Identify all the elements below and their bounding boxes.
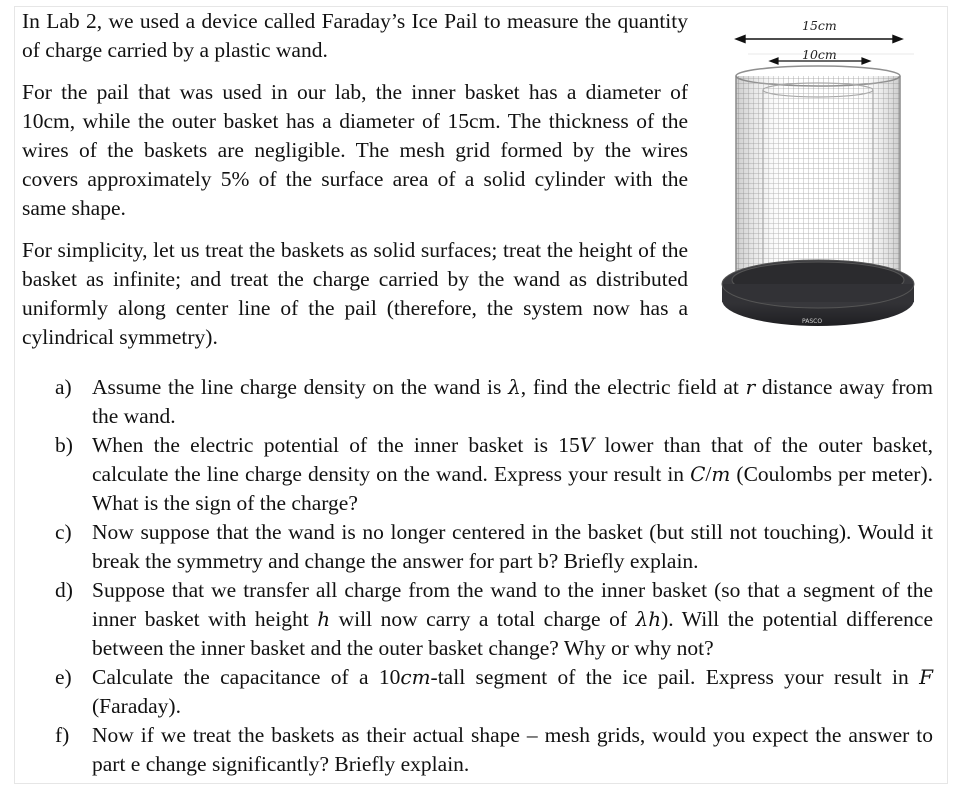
inner-basket — [763, 83, 873, 278]
question-marker: a) — [55, 375, 72, 399]
question-item — [55, 373, 933, 431]
question-text-fragment: Calculate the capacitance of a 10 — [92, 665, 401, 689]
math-symbol: V — [579, 433, 595, 457]
math-symbol: C — [690, 462, 706, 486]
question-marker: f) — [55, 723, 70, 747]
question-text-fragment: ). Will the potential difference between the inner basket and the outer basket change? Why or why not? — [92, 607, 933, 660]
math-symbol: F — [919, 665, 933, 689]
intro-paragraph-1: In Lab 2, we used a device called Faraday’s Ice Pail to measure the quantity of charge carried by a plastic wand. — [22, 9, 688, 62]
question-text-fragment: , find the electric field at — [520, 375, 746, 399]
math-symbol: λ — [508, 375, 521, 399]
question-text — [92, 433, 933, 515]
question-item — [55, 663, 933, 721]
question-text-fragment: Suppose that we transfer all charge from the wand to the inner basket (so that a segment of the inner basket with height — [92, 578, 933, 631]
intro-text — [22, 7, 688, 352]
question-item — [55, 576, 933, 663]
question-text-fragment: -tall segment of the ice pail. Express your result in — [430, 665, 920, 689]
question-text-fragment: lower than that of the outer basket, calculate the line charge density on the wand. Express your result in — [92, 433, 933, 486]
question-text — [92, 375, 933, 428]
math-symbol: m — [711, 462, 731, 486]
question-text-fragment: When the electric potential of the inner basket is 15 — [92, 433, 580, 457]
question-text-fragment: Now suppose that the wand is no longer centered in the basket (but still not touching). Would it break the symmetry and change the answer for part b? Briefly explain. — [92, 520, 933, 573]
question-text — [92, 665, 933, 718]
math-symbol: λh — [635, 607, 662, 631]
question-item — [55, 431, 933, 518]
question-text-fragment: will now carry a total charge of — [330, 607, 636, 631]
question-marker: c) — [55, 520, 72, 544]
outer-diameter-arrow — [736, 36, 902, 43]
question-text-fragment: (Faraday). — [92, 694, 181, 718]
question-marker: d) — [55, 578, 73, 602]
intro-paragraph-3: For simplicity, let us treat the baskets as solid surfaces; treat the height of the basket as infinite; and treat the charge carried by the wand as distributed uniformly along center line of the pail (therefore, the system now has a cylindrical symmetry). — [22, 238, 688, 349]
ice-pail-figure — [718, 8, 933, 348]
question-text-fragment: distance away from the wand. — [92, 375, 933, 428]
math-symbol: r — [745, 375, 756, 399]
inner-diameter-label: 10cm — [802, 47, 837, 62]
question-text-fragment: Now if we treat the baskets as their actual shape – mesh grids, would you expect the answer to part e change significantly? Briefly explain. — [92, 723, 933, 776]
brand-label: PASCO — [802, 318, 823, 325]
math-symbol: h — [317, 607, 331, 631]
intro-paragraph-2: For the pail that was used in our lab, the inner basket has a diameter of 10cm, while the outer basket has a diameter of 15cm. The thickness of the wires of the baskets are negligible. The mesh grid formed by the wires covers approximately 5% of the surface area of a solid cylinder with the same shape. — [22, 80, 688, 220]
question-text — [92, 723, 933, 776]
question-marker: e) — [55, 665, 72, 689]
question-text-fragment: (Coulombs per meter). What is the sign of the charge? — [92, 462, 933, 515]
pail-base — [722, 260, 914, 326]
question-text-fragment: / — [705, 462, 712, 486]
question-item — [55, 518, 933, 576]
question-text — [92, 520, 933, 573]
math-symbol: cm — [400, 665, 431, 689]
question-item — [55, 721, 933, 779]
outer-diameter-label: 15cm — [802, 18, 837, 33]
question-list — [55, 373, 933, 779]
question-text — [92, 578, 933, 660]
question-text-fragment: Assume the line charge density on the wand is — [92, 375, 509, 399]
question-marker: b) — [55, 433, 73, 457]
